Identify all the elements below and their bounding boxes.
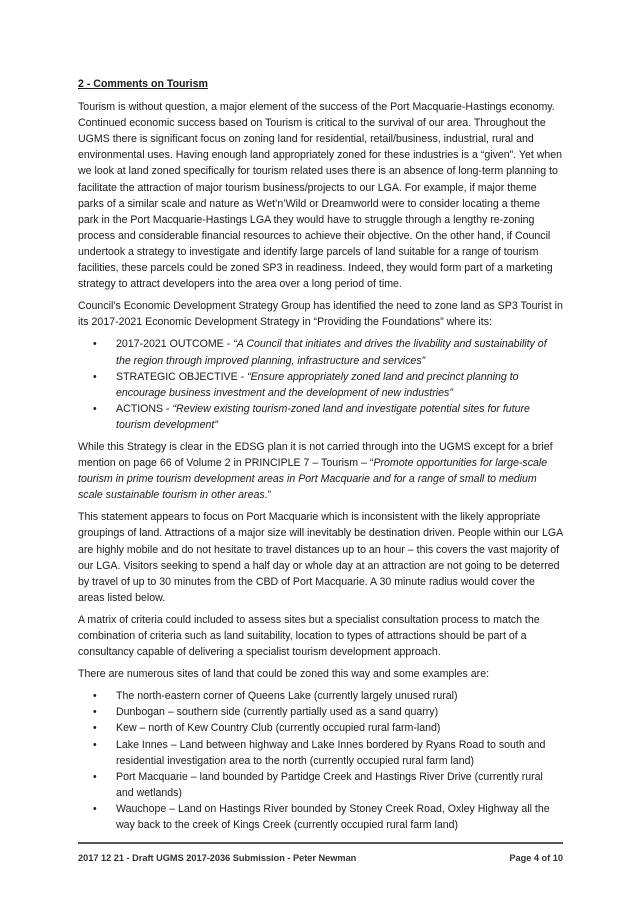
list-item-site: • Dunbogan – southern side (currently partially used as a sand quarry) bbox=[116, 704, 563, 720]
paragraph-sites-intro: There are numerous sites of land that could be zoned this way and some examples are: bbox=[78, 668, 490, 681]
strategy-list bbox=[78, 336, 563, 433]
footer-document-title: 2017 12 21 - Draft UGMS 2017-2036 Submission - Peter Newman bbox=[78, 853, 357, 863]
list-item-site: • The north-eastern corner of Queens Lake (currently largely unused rural) bbox=[116, 688, 563, 704]
list-item-outcome bbox=[116, 336, 563, 368]
bullet-label: STRATEGIC OBJECTIVE - bbox=[116, 370, 248, 383]
list-item-strategic-objective bbox=[116, 369, 563, 401]
paragraph-criteria-matrix: A matrix of criteria could included to assess sites but a specialist consultation process to match the combination of criteria such as land suitability, location to types of attractions should be part of a consultancy capable of delivering a specialist tourism development approach. bbox=[78, 613, 540, 659]
list-item-site: • Wauchope – Land on Hastings River bounded by Stoney Creek Road, Oxley Highway all the way back to the creek of Kings Creek (currently occupied rural farm land) bbox=[116, 801, 563, 833]
page-content bbox=[78, 76, 563, 839]
bullet-label: 2017-2021 OUTCOME - bbox=[116, 338, 234, 351]
principle-quote: Promote opportunities for large-scale tourism in prime tourism development areas in Port Macquarie and for a range of small to medium scale sustainable tourism in other areas bbox=[78, 457, 548, 502]
paragraph-tail: .” bbox=[264, 489, 272, 502]
sites-list bbox=[78, 688, 563, 833]
list-item-actions bbox=[116, 401, 563, 433]
bullet-quote: “A Council that initiates and drives the livability and sustainability of the region through improved planning, infrastructure and services” bbox=[116, 338, 547, 367]
list-item-site: • Port Macquarie – land bounded by Partidge Creek and Hastings River Drive (currently rural and wetlands) bbox=[116, 769, 563, 801]
section-heading: 2 - Comments on Tourism bbox=[78, 78, 208, 90]
paragraph-edsg-intro: Council’s Economic Development Strategy Group has identified the need to zone land as SP3 Tourist in its 2017-2021 Economic Development Strategy in “Providing the Foundations” where its: bbox=[78, 300, 563, 329]
paragraph-tourism-overview: Tourism is without question, a major element of the success of the Port Macquarie-Hastings economy. Continued economic success based on Tourism is critical to the survival of our area. Throughout the UGMS there is significant focus on zoning land for residential, retail/business, industrial, rural and environmental uses. Having enough land appropriately zoned for these industries is a “given”. Yet when we look at land zoned specifically for tourism related uses there is an absence of long-term planning to facilitate the attraction of major tourism business/projects to our LGA. For example, if major theme parks of a similar scale and nature as Wet’n’Wild or Dreamworld were to consider locating a theme park in the Port Macquarie-Hastings LGA they would have to struggle through a lengthy re-zoning process and considerable financial resources to achieve their objective. On the other hand, if Council undertook a strategy to investigate and identify large parcels of land suitable for a range of tourism facilities, these parcels could be zoned SP3 in readiness. Indeed, they would form part of a marketing strategy to attract developers into the area over a long period of time. bbox=[78, 101, 563, 291]
bullet-quote: “Ensure appropriately zoned land and precinct planning to encourage business investment and the development of new industries” bbox=[116, 370, 519, 399]
footer-divider bbox=[78, 842, 563, 844]
list-item-site: • Kew – north of Kew Country Club (currently occupied rural farm-land) bbox=[116, 720, 563, 736]
bullet-quote: “Review existing tourism-zoned land and investigate potential sites for future tourism development” bbox=[116, 402, 530, 431]
paragraph-ugms-principle bbox=[78, 439, 563, 503]
footer-page-number: Page 4 of 10 bbox=[509, 853, 563, 863]
list-item-site: • Lake Innes – Land between highway and Lake Innes bordered by Ryans Road to south and residential investigation area to the north (currently occupied rural farm land) bbox=[116, 737, 563, 769]
paragraph-lead: While this Strategy is clear in the EDSG plan it is not carried through into the UGMS except for a brief mention on page 66 of Volume 2 in PRINCIPLE 7 – Tourism – “ bbox=[78, 440, 553, 470]
paragraph-port-macquarie-focus: This statement appears to focus on Port Macquarie which is inconsistent with the likely appropriate groupings of land. Attractions of a major size will inevitably be destination driven. People within our LGA are highly mobile and do not hesitate to travel distances up to an hour – this covers the vast majority of our LGA. Visitors seeking to spend a half day or whole day at an attraction are not going to be deterred by travel of up to 30 minutes from the CBD of Port Macquarie. A 30 minute radius would cover the areas listed below. bbox=[78, 511, 563, 604]
bullet-label: ACTIONS - bbox=[116, 402, 173, 415]
